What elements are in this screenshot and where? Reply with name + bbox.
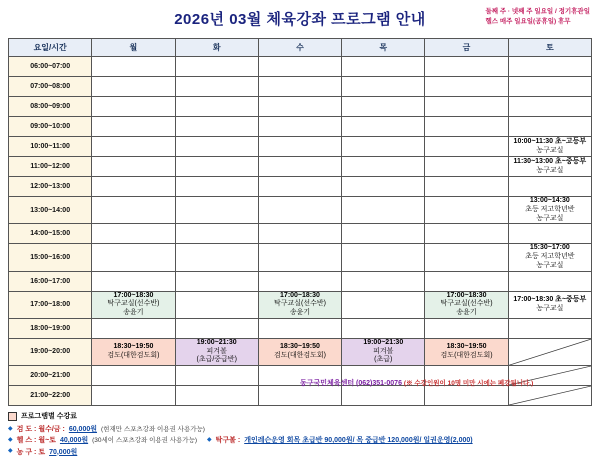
schedule-cell [508, 137, 591, 157]
schedule-cell [92, 366, 175, 386]
time-label: 10:00~11:00 [9, 137, 92, 157]
col-header-mon: 월 [92, 39, 175, 57]
schedule-cell [258, 117, 341, 137]
schedule-cell [175, 97, 258, 117]
fee-amount-pigyeobol: 개인레슨운영 회목 초급반 90,000원/ 목 중급반 120,000원/ 일권운영(2,000) [244, 437, 473, 445]
table-row [9, 244, 592, 271]
schedule-cell [92, 197, 175, 224]
fee-note-helth: (30세이 스포츠강좌 이용권 사용가능) [92, 436, 198, 444]
schedule-cell [175, 291, 258, 318]
col-header-sat: 토 [508, 39, 591, 57]
fee-line-3 [8, 447, 592, 458]
schedule-cell-line: 17:00~18:30 [280, 291, 320, 299]
contact-info [300, 378, 533, 388]
schedule-cell [175, 338, 258, 365]
footer [8, 411, 592, 458]
schedule-cell [425, 338, 508, 365]
schedule-cell [508, 224, 591, 244]
schedule-cell [258, 291, 341, 318]
schedule-cell [175, 177, 258, 197]
schedule-cell [425, 157, 508, 177]
schedule-cell [258, 77, 341, 97]
schedule-cell [425, 97, 508, 117]
schedule-cell [92, 338, 175, 365]
fee-label-geomdo: 검 도 : 월수/금 : [16, 426, 65, 434]
schedule-cell [258, 318, 341, 338]
time-label: 11:00~12:00 [9, 157, 92, 177]
schedule-cell [342, 338, 425, 365]
schedule-cell [92, 77, 175, 97]
table-header-row [9, 39, 592, 57]
page-header [8, 6, 592, 36]
time-label: 09:00~10:00 [9, 117, 92, 137]
contact-phone: 동구국민체육센터 (062)351-0076 [300, 380, 402, 387]
schedule-cell-line: 검도(대한검도회) [273, 351, 326, 359]
schedule-cell [175, 197, 258, 224]
schedule-cell-line: 18:30~19:50 [446, 343, 487, 351]
table-row [9, 77, 592, 97]
table-row [9, 197, 592, 224]
fee-label-helth: 헬 스 : 월~토 [16, 437, 56, 445]
schedule-cell [508, 157, 591, 177]
schedule-cell [342, 157, 425, 177]
schedule-cell-line: 송윤기 [123, 309, 144, 316]
schedule-cell [508, 338, 591, 365]
time-label: 21:00~22:00 [9, 386, 92, 406]
schedule-cell [425, 117, 508, 137]
diamond-bullet-icon-2: ◆ [8, 437, 13, 444]
schedule-cell [258, 57, 341, 77]
schedule-cell [508, 197, 591, 224]
schedule-cell-line: 18:30~19:50 [113, 343, 154, 351]
schedule-cell-line: 농구교실 [536, 166, 564, 174]
col-header-fri: 금 [425, 39, 508, 57]
schedule-cell-line: 15:30~17:00 [529, 244, 570, 252]
schedule-cell-line: 11:30~13:00 초~중등부 [513, 157, 587, 165]
table-row [9, 57, 592, 77]
table-row [9, 271, 592, 291]
schedule-cell [92, 291, 175, 318]
schedule-cell-line: 18:30~19:50 [280, 343, 320, 351]
schedule-cell [342, 224, 425, 244]
schedule-cell [92, 137, 175, 157]
schedule-cell-line: 탁구교실(선수반) [273, 300, 326, 308]
schedule-cell [258, 244, 341, 271]
schedule-cell-line: (초급/중급반) [196, 356, 237, 364]
schedule-cell [175, 271, 258, 291]
schedule-cell [175, 77, 258, 97]
table-row [9, 157, 592, 177]
schedule-cell [342, 97, 425, 117]
schedule-cell [425, 244, 508, 271]
schedule-cell [258, 197, 341, 224]
schedule-cell-line: 탁구교실(선수반) [107, 300, 160, 308]
schedule-cell-line: 13:00~14:30 [529, 197, 570, 204]
schedule-cell [425, 137, 508, 157]
schedule-cell [258, 177, 341, 197]
schedule-cell [425, 57, 508, 77]
fee-amount-helth: 40,000원 [59, 437, 89, 445]
table-row [9, 224, 592, 244]
schedule-cell [508, 318, 591, 338]
diamond-bullet-icon: ◆ [8, 425, 13, 432]
table-row [9, 117, 592, 137]
fee-line-1 [8, 424, 592, 435]
schedule-cell-line: 19:00~21:30 [196, 338, 237, 346]
schedule-cell [92, 97, 175, 117]
schedule-cell [175, 137, 258, 157]
schedule-cell [342, 177, 425, 197]
schedule-cell [342, 244, 425, 271]
time-label: 14:00~15:00 [9, 224, 92, 244]
schedule-cell-line: 19:00~21:30 [363, 338, 404, 346]
schedule-cell [175, 157, 258, 177]
schedule-cell [425, 224, 508, 244]
time-label: 13:00~14:00 [9, 197, 92, 224]
schedule-cell-line: 17:00~18:30 [113, 291, 154, 299]
col-header-time: 요일/시간 [9, 39, 92, 57]
schedule-cell [508, 97, 591, 117]
schedule-cell-line: 송윤기 [456, 309, 477, 316]
schedule-cell [425, 291, 508, 318]
schedule-cell [425, 386, 508, 406]
fee-note-geomdo: (현재만 스포츠강좌 이용권 사용가능) [101, 425, 205, 433]
schedule-cell [175, 224, 258, 244]
schedule-cell [258, 157, 341, 177]
fee-amount-nonggu: 70,000원 [49, 448, 78, 456]
schedule-cell [92, 318, 175, 338]
col-header-thu: 목 [342, 39, 425, 57]
schedule-cell-line: 송윤기 [289, 309, 311, 316]
schedule-cell [258, 224, 341, 244]
schedule-cell [508, 291, 591, 318]
table-row [9, 386, 592, 406]
table-row [9, 97, 592, 117]
schedule-cell [425, 318, 508, 338]
schedule-cell [92, 244, 175, 271]
schedule-cell [342, 271, 425, 291]
schedule-cell [258, 137, 341, 157]
schedule-cell [92, 224, 175, 244]
contact-warning: (※ 수강인원이 10명 미만 시에는 폐강됩니다.) [403, 380, 534, 387]
schedule-cell-line: 17:00~18:30 초~중등부 [513, 295, 587, 303]
schedule-cell [175, 318, 258, 338]
col-header-tue: 화 [175, 39, 258, 57]
schedule-cell-line: 초등 저고학년반 [525, 205, 575, 213]
schedule-cell [92, 271, 175, 291]
schedule-cell [342, 197, 425, 224]
schedule-cell [175, 244, 258, 271]
schedule-cell-line: 10:00~11:30 초~고등부 [513, 137, 587, 145]
time-label: 07:00~08:00 [9, 77, 92, 97]
time-label: 15:00~16:00 [9, 244, 92, 271]
time-label: 16:00~17:00 [9, 271, 92, 291]
schedule-cell [508, 117, 591, 137]
schedule-cell [175, 57, 258, 77]
table-row [9, 318, 592, 338]
schedule-cell [175, 117, 258, 137]
diamond-bullet-icon-4: ◆ [8, 448, 13, 455]
schedule-cell [342, 386, 425, 406]
schedule-cell [342, 77, 425, 97]
schedule-cell [508, 244, 591, 271]
diamond-bullet-icon-3: ◆ [207, 437, 212, 444]
schedule-cell [425, 177, 508, 197]
schedule-cell [508, 177, 591, 197]
time-label: 06:00~07:00 [9, 57, 92, 77]
fee-label-pigyeobol: 탁구볼 : [215, 437, 241, 445]
schedule-cell [342, 57, 425, 77]
legend-color-swatch-icon [8, 412, 17, 421]
schedule-cell [508, 77, 591, 97]
schedule-cell [92, 57, 175, 77]
schedule-cell [175, 386, 258, 406]
schedule-cell-line: 농구교실 [536, 261, 564, 269]
schedule-cell [258, 386, 341, 406]
schedule-cell [92, 177, 175, 197]
schedule-cell-line: (초급) [374, 356, 393, 364]
fee-amount-geomdo: 60,000원 [68, 426, 98, 434]
schedule-cell [92, 386, 175, 406]
table-row [9, 137, 592, 157]
col-header-wed: 수 [258, 39, 341, 57]
schedule-cell [258, 97, 341, 117]
legend-label: 프로그램별 수강료 [21, 413, 78, 420]
schedule-table [8, 38, 592, 406]
schedule-cell [258, 271, 341, 291]
schedule-cell [342, 117, 425, 137]
schedule-cell-line: 피겨볼 [206, 347, 227, 355]
schedule-cell-line: 농구교실 [536, 214, 564, 222]
page-title: 2026년 03월 체육강좌 프로그램 안내 [174, 11, 426, 28]
schedule-cell-line: 17:00~18:30 [446, 291, 487, 299]
schedule-cell [425, 77, 508, 97]
time-label: 20:00~21:00 [9, 366, 92, 386]
schedule-cell-line: 농구교실 [536, 146, 564, 154]
header-note-2: 헬스 매주 일요일(공휴일) 휴무 [485, 17, 571, 25]
table-row [9, 338, 592, 365]
schedule-cell [175, 366, 258, 386]
fee-label-nonggu: 농 구 : 토 [16, 448, 46, 456]
header-notes [485, 7, 590, 27]
schedule-cell [425, 271, 508, 291]
header-note-1: 둘째 주 · 넷째 주 일요일 / 정기휴관일 [485, 8, 590, 15]
schedule-cell-line: 검도(대한검도회) [440, 351, 493, 359]
time-label: 19:00~20:00 [9, 338, 92, 365]
schedule-cell [342, 318, 425, 338]
table-row [9, 177, 592, 197]
table-row [9, 291, 592, 318]
schedule-cell [92, 117, 175, 137]
time-label: 17:00~18:00 [9, 291, 92, 318]
schedule-cell-line: 농구교실 [536, 304, 564, 312]
schedule-cell [425, 197, 508, 224]
time-label: 08:00~09:00 [9, 97, 92, 117]
table-body [9, 57, 592, 406]
schedule-cell [508, 57, 591, 77]
fee-line-2 [8, 435, 592, 446]
legend [8, 411, 592, 422]
schedule-cell-line: 초등 저고학년반 [525, 253, 575, 260]
schedule-cell [508, 271, 591, 291]
schedule-cell [92, 157, 175, 177]
schedule-cell [342, 291, 425, 318]
schedule-cell [508, 386, 591, 406]
schedule-cell-line: 탁구교실(선수반) [440, 300, 493, 308]
schedule-cell-line: 피겨볼 [373, 347, 394, 355]
time-label: 12:00~13:00 [9, 177, 92, 197]
time-label: 18:00~19:00 [9, 318, 92, 338]
schedule-cell [342, 137, 425, 157]
schedule-cell [258, 338, 341, 365]
schedule-cell-line: 검도(대한검도회) [107, 351, 160, 359]
